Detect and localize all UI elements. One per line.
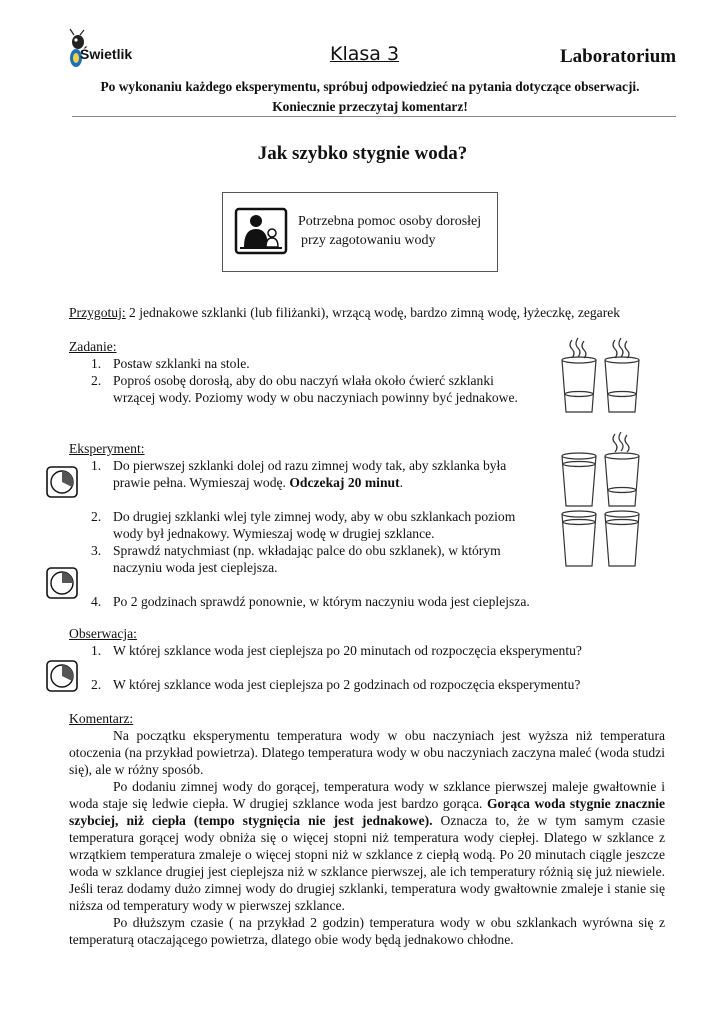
observation-num-1: 1. (91, 643, 102, 658)
comment-paragraph-2 (69, 778, 665, 914)
experiment-num-4: 4. (91, 594, 102, 609)
experiment-num-1: 1. (91, 458, 102, 473)
instruction-line-2: Koniecznie przeczytaj komentarz! (272, 99, 468, 114)
observation-question-1: W której szklance woda jest cieplejsza po 20 minutach od rozpoczęcia eksperymentu? (113, 643, 582, 658)
comment-p2-rest: Oznacza to, że w tym samym czasie temperatura gorącej wody obniża się o więcej stopni niż temperatura wody ciepłej. Dlatego w szklance z wrzątkiem temperatura zmaleje o więcej stopni niż w szklance z ciepłą wodą. Po 20 minutach ciągle jeszcze woda w szklance drugiej jest cieplejsza niż w szklance pierwszej, ale ich temperatury różnią się już niewiele. Jeśli teraz dodamy dużo zimnej wody do drugiej szklanki, temperatura wody gwałtownie zmaleje i stanie się niższa od temperatury wody w pierwszej szklance. (69, 813, 665, 913)
notice-text (298, 212, 481, 250)
adult-help-icon (234, 207, 288, 257)
clock-icon (46, 660, 78, 692)
hot-glasses-icon (558, 336, 648, 420)
experiment-item-2-line-2: wody był jednakowy. Wymieszaj wodę w drugiej szklance. (113, 526, 435, 541)
task-item-2-line-1: Poproś osobę dorosłą, aby do obu naczyń wlała około ćwierć szklanki (113, 373, 494, 388)
section-label: Laboratorium (560, 46, 677, 67)
experiment-num-3: 3. (91, 543, 102, 558)
experiment-item-2-line-1: Do drugiej szklanki wlej tyle zimnej wody, aby w obu szklankach poziom (113, 509, 516, 524)
experiment-num-2: 2. (91, 509, 102, 524)
observation-question-2: W której szklance woda jest cieplejsza po 2 godzinach od rozpoczęcia eksperymentu? (113, 677, 581, 692)
page-title: Jak szybko stygnie woda? (257, 143, 468, 164)
header-divider (72, 116, 676, 117)
clock-icon (46, 567, 78, 599)
task-item-1: Postaw szklanki na stole. (113, 356, 250, 371)
glasses-one-full-icon (558, 432, 648, 512)
comment-label: Komentarz: (69, 711, 134, 726)
comment-paragraph-1: Na początku eksperymentu temperatura wody w obu naczyniach jest wyższa niż temperatura otoczenia (na przykład powietrza). Dlatego temperatura wody w obu naczyniach zaczyna maleć (woda studzi się), ale w różny sposób. (69, 728, 665, 777)
observation-label: Obserwacja: (69, 626, 137, 641)
observation-num-2: 2. (91, 677, 102, 692)
experiment-item-1-text: prawie pełna. Wymieszaj wodę. (113, 475, 290, 490)
comment-p2-key-point: Gorąca woda stygnie znacznie szybciej, niż ciepła (tempo stygnięcia nie jest jednakowe). (69, 796, 666, 828)
experiment-item-1-period: . (399, 475, 404, 490)
notice-line-1: Potrzebna pomoc osoby dorosłej (298, 214, 482, 229)
task-num-2: 2. (91, 373, 102, 388)
task-item-2-line-2: wrzącej wody. Poziomy wody w obu naczyniach powinny być jednakowe. (113, 390, 518, 405)
logo-text: Świetlik (80, 46, 133, 62)
comment-paragraph-3: Po dłuższym czasie ( na przykład 2 godzin) temperatura wody w obu szklankach wyrówna się z temperaturą otaczającego powietrza, dlatego obie wody będą jednakowo chłodne. (69, 915, 665, 947)
experiment-item-1-line-2 (113, 474, 403, 491)
comment-p2-intro: Po dodaniu zimnej wody do gorącej, temperatura wody w szklance pierwszej maleje gwałtownie i woda staje się ledwie ciepła. W drugiej szklance woda jest bardzo gorąca. (69, 779, 665, 811)
experiment-item-4: Po 2 godzinach sprawdź ponownie, w którym naczyniu woda jest cieplejsza. (113, 594, 530, 609)
task-label: Zadanie: (69, 339, 117, 354)
glasses-both-full-icon (558, 508, 648, 572)
experiment-item-1-line-1: Do pierwszej szklanki dolej od razu zimnej wody tak, aby szklanka była (113, 458, 507, 473)
clock-icon (46, 466, 78, 498)
instruction-line-1: Po wykonaniu każdego eksperymentu, spróbuj odpowiedzieć na pytania dotyczące obserwacji. (100, 79, 640, 94)
experiment-item-3-line-2: naczyniu woda jest cieplejsza. (113, 560, 278, 575)
prepare-label: Przygotuj: (69, 305, 126, 320)
prepare-text: 2 jednakowe szklanki (lub filiżanki), wrzącą wodę, bardzo zimną wodę, łyżeczkę, zegarek (125, 305, 621, 320)
experiment-label: Eksperyment: (69, 441, 145, 456)
notice-line-2: przy zagotowaniu wody (301, 233, 436, 248)
wait-20-minutes: Odczekaj 20 minut (289, 475, 400, 490)
experiment-item-3-line-1: Sprawdź natychmiast (np. wkładając palce do obu szklanek), w którym (113, 543, 501, 558)
prepare-line (69, 304, 620, 321)
task-num-1: 1. (91, 356, 102, 371)
class-label: Klasa 3 (330, 43, 400, 65)
